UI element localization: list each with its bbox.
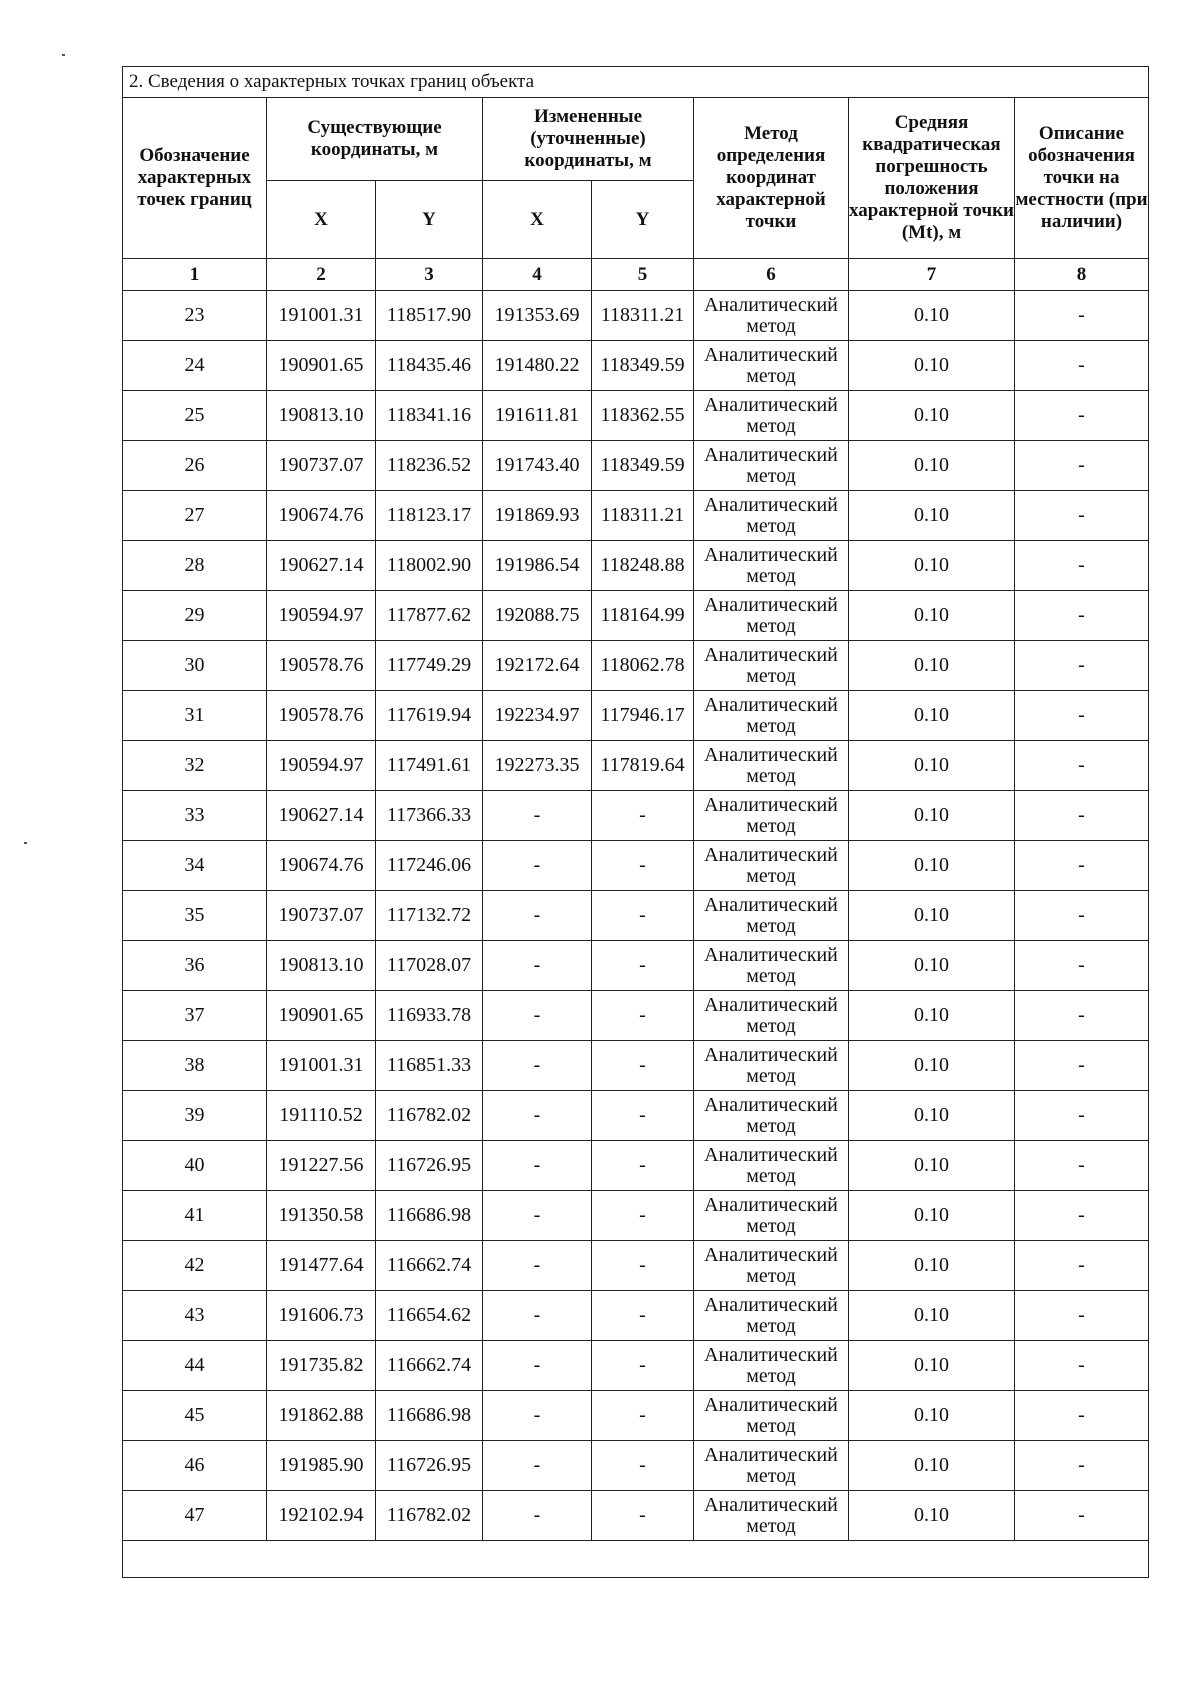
rms-error: 0.10 xyxy=(849,791,1015,841)
rms-error: 0.10 xyxy=(849,941,1015,991)
column-number: 8 xyxy=(1015,259,1149,291)
column-number: 7 xyxy=(849,259,1015,291)
rms-error: 0.10 xyxy=(849,1141,1015,1191)
changed-x: 191869.93 xyxy=(483,491,592,541)
table-row xyxy=(123,641,1149,691)
changed-x: - xyxy=(483,1291,592,1341)
existing-x: 190674.76 xyxy=(267,841,376,891)
changed-y: 118062.78 xyxy=(592,641,694,691)
table-row xyxy=(123,591,1149,641)
rms-error: 0.10 xyxy=(849,491,1015,541)
description: - xyxy=(1015,491,1149,541)
changed-x: - xyxy=(483,1091,592,1141)
point-id: 36 xyxy=(123,941,267,991)
changed-x: - xyxy=(483,1041,592,1091)
existing-x: 190737.07 xyxy=(267,441,376,491)
rms-error: 0.10 xyxy=(849,1391,1015,1441)
changed-y: - xyxy=(592,1191,694,1241)
table-row xyxy=(123,1191,1149,1241)
changed-x: - xyxy=(483,1391,592,1441)
rms-error: 0.10 xyxy=(849,1291,1015,1341)
method: Аналитический метод xyxy=(694,641,849,691)
description: - xyxy=(1015,1141,1149,1191)
changed-y: 118362.55 xyxy=(592,391,694,441)
point-id: 47 xyxy=(123,1491,267,1541)
rms-error: 0.10 xyxy=(849,391,1015,441)
rms-error: 0.10 xyxy=(849,641,1015,691)
changed-x: 191353.69 xyxy=(483,291,592,341)
changed-x: 192088.75 xyxy=(483,591,592,641)
changed-y: - xyxy=(592,1241,694,1291)
description: - xyxy=(1015,791,1149,841)
existing-x: 190578.76 xyxy=(267,641,376,691)
method: Аналитический метод xyxy=(694,1441,849,1491)
description: - xyxy=(1015,391,1149,441)
table-row xyxy=(123,741,1149,791)
existing-x: 190674.76 xyxy=(267,491,376,541)
existing-x: 190813.10 xyxy=(267,391,376,441)
point-id: 34 xyxy=(123,841,267,891)
table-row xyxy=(123,891,1149,941)
existing-x: 190627.14 xyxy=(267,791,376,841)
column-number-row xyxy=(123,259,1149,291)
changed-x: - xyxy=(483,941,592,991)
existing-y: 117877.62 xyxy=(376,591,483,641)
description: - xyxy=(1015,1341,1149,1391)
table-row xyxy=(123,291,1149,341)
existing-x: 191001.31 xyxy=(267,291,376,341)
point-id: 41 xyxy=(123,1191,267,1241)
existing-y: 117132.72 xyxy=(376,891,483,941)
existing-x: 191001.31 xyxy=(267,1041,376,1091)
header-changed-y: Y xyxy=(592,181,694,259)
method: Аналитический метод xyxy=(694,741,849,791)
existing-x: 191606.73 xyxy=(267,1291,376,1341)
method: Аналитический метод xyxy=(694,1491,849,1541)
scan-speck xyxy=(24,842,27,844)
rms-error: 0.10 xyxy=(849,1341,1015,1391)
method: Аналитический метод xyxy=(694,941,849,991)
changed-y: - xyxy=(592,891,694,941)
changed-x: - xyxy=(483,1141,592,1191)
description: - xyxy=(1015,1391,1149,1441)
changed-x: - xyxy=(483,1241,592,1291)
existing-x: 191985.90 xyxy=(267,1441,376,1491)
method: Аналитический метод xyxy=(694,1041,849,1091)
changed-y: - xyxy=(592,941,694,991)
table-row xyxy=(123,491,1149,541)
method: Аналитический метод xyxy=(694,1191,849,1241)
changed-y: 118349.59 xyxy=(592,441,694,491)
rms-error: 0.10 xyxy=(849,541,1015,591)
method: Аналитический метод xyxy=(694,891,849,941)
rms-error: 0.10 xyxy=(849,1491,1015,1541)
description: - xyxy=(1015,1041,1149,1091)
point-id: 24 xyxy=(123,341,267,391)
description: - xyxy=(1015,1291,1149,1341)
changed-x: 192172.64 xyxy=(483,641,592,691)
description: - xyxy=(1015,941,1149,991)
method: Аналитический метод xyxy=(694,591,849,641)
scan-speck xyxy=(62,54,65,56)
existing-x: 191477.64 xyxy=(267,1241,376,1291)
table-row xyxy=(123,391,1149,441)
rms-error: 0.10 xyxy=(849,991,1015,1041)
changed-x: 191611.81 xyxy=(483,391,592,441)
header-point-designation: Обозначение характерных точек границ xyxy=(123,98,267,259)
rms-error: 0.10 xyxy=(849,891,1015,941)
existing-y: 117491.61 xyxy=(376,741,483,791)
description: - xyxy=(1015,1491,1149,1541)
point-id: 37 xyxy=(123,991,267,1041)
existing-y: 118517.90 xyxy=(376,291,483,341)
empty-footer-cell xyxy=(123,1541,1149,1578)
header-method: Метод определения координат характерной точки xyxy=(694,98,849,259)
existing-y: 117366.33 xyxy=(376,791,483,841)
changed-y: 118311.21 xyxy=(592,291,694,341)
existing-x: 190594.97 xyxy=(267,591,376,641)
existing-x: 191110.52 xyxy=(267,1091,376,1141)
method: Аналитический метод xyxy=(694,341,849,391)
existing-y: 116686.98 xyxy=(376,1191,483,1241)
changed-y: 118164.99 xyxy=(592,591,694,641)
point-id: 28 xyxy=(123,541,267,591)
description: - xyxy=(1015,441,1149,491)
column-number: 4 xyxy=(483,259,592,291)
existing-x: 191862.88 xyxy=(267,1391,376,1441)
rms-error: 0.10 xyxy=(849,591,1015,641)
table-row xyxy=(123,1441,1149,1491)
table-row xyxy=(123,1241,1149,1291)
existing-y: 118341.16 xyxy=(376,391,483,441)
rms-error: 0.10 xyxy=(849,1241,1015,1291)
changed-y: 117946.17 xyxy=(592,691,694,741)
method: Аналитический метод xyxy=(694,391,849,441)
existing-y: 117619.94 xyxy=(376,691,483,741)
existing-x: 192102.94 xyxy=(267,1491,376,1541)
existing-y: 117246.06 xyxy=(376,841,483,891)
existing-x: 190627.14 xyxy=(267,541,376,591)
existing-y: 118002.90 xyxy=(376,541,483,591)
existing-y: 116851.33 xyxy=(376,1041,483,1091)
table-row xyxy=(123,441,1149,491)
rms-error: 0.10 xyxy=(849,841,1015,891)
changed-y: - xyxy=(592,1341,694,1391)
point-id: 26 xyxy=(123,441,267,491)
method: Аналитический метод xyxy=(694,1141,849,1191)
point-id: 44 xyxy=(123,1341,267,1391)
changed-x: - xyxy=(483,1341,592,1391)
changed-y: 118349.59 xyxy=(592,341,694,391)
boundary-points-table xyxy=(122,66,1149,1578)
point-id: 30 xyxy=(123,641,267,691)
rms-error: 0.10 xyxy=(849,291,1015,341)
point-id: 42 xyxy=(123,1241,267,1291)
changed-x: - xyxy=(483,991,592,1041)
point-id: 31 xyxy=(123,691,267,741)
method: Аналитический метод xyxy=(694,1291,849,1341)
changed-x: 192273.35 xyxy=(483,741,592,791)
existing-y: 116933.78 xyxy=(376,991,483,1041)
point-id: 39 xyxy=(123,1091,267,1141)
existing-x: 190813.10 xyxy=(267,941,376,991)
description: - xyxy=(1015,341,1149,391)
table-row xyxy=(123,791,1149,841)
table-row xyxy=(123,341,1149,391)
point-id: 38 xyxy=(123,1041,267,1091)
description: - xyxy=(1015,1191,1149,1241)
existing-y: 118123.17 xyxy=(376,491,483,541)
method: Аналитический метод xyxy=(694,441,849,491)
table-row xyxy=(123,1341,1149,1391)
table-row xyxy=(123,941,1149,991)
table-row xyxy=(123,1091,1149,1141)
changed-y: 118311.21 xyxy=(592,491,694,541)
existing-y: 116662.74 xyxy=(376,1341,483,1391)
changed-x: 192234.97 xyxy=(483,691,592,741)
method: Аналитический метод xyxy=(694,291,849,341)
point-id: 23 xyxy=(123,291,267,341)
point-id: 35 xyxy=(123,891,267,941)
point-id: 27 xyxy=(123,491,267,541)
rms-error: 0.10 xyxy=(849,1091,1015,1141)
description: - xyxy=(1015,291,1149,341)
description: - xyxy=(1015,641,1149,691)
existing-x: 191735.82 xyxy=(267,1341,376,1391)
point-id: 29 xyxy=(123,591,267,641)
changed-x: 191743.40 xyxy=(483,441,592,491)
changed-x: - xyxy=(483,1441,592,1491)
description: - xyxy=(1015,691,1149,741)
existing-x: 190594.97 xyxy=(267,741,376,791)
header-rms-error: Средняя квадратическая погрешность положения характерной точки (Mt), м xyxy=(849,98,1015,259)
header-changed-coords: Измененные (уточненные) координаты, м xyxy=(483,98,694,181)
method: Аналитический метод xyxy=(694,691,849,741)
existing-x: 190578.76 xyxy=(267,691,376,741)
description: - xyxy=(1015,1091,1149,1141)
existing-y: 117028.07 xyxy=(376,941,483,991)
method: Аналитический метод xyxy=(694,541,849,591)
changed-y: - xyxy=(592,1141,694,1191)
changed-y: - xyxy=(592,791,694,841)
rms-error: 0.10 xyxy=(849,1441,1015,1491)
changed-x: - xyxy=(483,1191,592,1241)
changed-x: - xyxy=(483,891,592,941)
rms-error: 0.10 xyxy=(849,1191,1015,1241)
rms-error: 0.10 xyxy=(849,341,1015,391)
existing-x: 190901.65 xyxy=(267,991,376,1041)
description: - xyxy=(1015,991,1149,1041)
header-changed-x: X xyxy=(483,181,592,259)
existing-y: 116686.98 xyxy=(376,1391,483,1441)
method: Аналитический метод xyxy=(694,791,849,841)
table-row xyxy=(123,691,1149,741)
changed-x: - xyxy=(483,791,592,841)
description: - xyxy=(1015,1241,1149,1291)
existing-x: 191227.56 xyxy=(267,1141,376,1191)
header-description: Описание обозначения точки на местности (при наличии) xyxy=(1015,98,1149,259)
method: Аналитический метод xyxy=(694,1341,849,1391)
point-id: 46 xyxy=(123,1441,267,1491)
table-row xyxy=(123,1141,1149,1191)
changed-y: 117819.64 xyxy=(592,741,694,791)
rms-error: 0.10 xyxy=(849,741,1015,791)
point-id: 45 xyxy=(123,1391,267,1441)
existing-y: 116726.95 xyxy=(376,1141,483,1191)
description: - xyxy=(1015,741,1149,791)
changed-x: 191986.54 xyxy=(483,541,592,591)
header-existing-coords: Существующие координаты, м xyxy=(267,98,483,181)
table-row xyxy=(123,841,1149,891)
method: Аналитический метод xyxy=(694,491,849,541)
point-id: 40 xyxy=(123,1141,267,1191)
existing-y: 117749.29 xyxy=(376,641,483,691)
changed-x: - xyxy=(483,1491,592,1541)
method: Аналитический метод xyxy=(694,1241,849,1291)
description: - xyxy=(1015,1441,1149,1491)
method: Аналитический метод xyxy=(694,1091,849,1141)
header-existing-x: X xyxy=(267,181,376,259)
existing-y: 118435.46 xyxy=(376,341,483,391)
column-number: 1 xyxy=(123,259,267,291)
existing-y: 118236.52 xyxy=(376,441,483,491)
changed-x: 191480.22 xyxy=(483,341,592,391)
table-row xyxy=(123,1041,1149,1091)
existing-y: 116662.74 xyxy=(376,1241,483,1291)
table-row xyxy=(123,1491,1149,1541)
existing-y: 116782.02 xyxy=(376,1491,483,1541)
description: - xyxy=(1015,541,1149,591)
table-row xyxy=(123,541,1149,591)
rms-error: 0.10 xyxy=(849,1041,1015,1091)
rms-error: 0.10 xyxy=(849,691,1015,741)
point-id: 32 xyxy=(123,741,267,791)
method: Аналитический метод xyxy=(694,991,849,1041)
method: Аналитический метод xyxy=(694,841,849,891)
changed-y: 118248.88 xyxy=(592,541,694,591)
changed-x: - xyxy=(483,841,592,891)
existing-y: 116782.02 xyxy=(376,1091,483,1141)
point-id: 33 xyxy=(123,791,267,841)
column-number: 6 xyxy=(694,259,849,291)
description: - xyxy=(1015,891,1149,941)
description: - xyxy=(1015,591,1149,641)
table-footer-row xyxy=(123,1541,1149,1578)
changed-y: - xyxy=(592,1291,694,1341)
table-row xyxy=(123,991,1149,1041)
column-number: 2 xyxy=(267,259,376,291)
changed-y: - xyxy=(592,1041,694,1091)
existing-y: 116654.62 xyxy=(376,1291,483,1341)
rms-error: 0.10 xyxy=(849,441,1015,491)
changed-y: - xyxy=(592,991,694,1041)
table-row xyxy=(123,1291,1149,1341)
header-existing-y: Y xyxy=(376,181,483,259)
changed-y: - xyxy=(592,841,694,891)
existing-y: 116726.95 xyxy=(376,1441,483,1491)
changed-y: - xyxy=(592,1441,694,1491)
column-number: 5 xyxy=(592,259,694,291)
point-id: 25 xyxy=(123,391,267,441)
column-number: 3 xyxy=(376,259,483,291)
changed-y: - xyxy=(592,1391,694,1441)
changed-y: - xyxy=(592,1091,694,1141)
existing-x: 190901.65 xyxy=(267,341,376,391)
table-row xyxy=(123,1391,1149,1441)
method: Аналитический метод xyxy=(694,1391,849,1441)
changed-y: - xyxy=(592,1491,694,1541)
description: - xyxy=(1015,841,1149,891)
existing-x: 190737.07 xyxy=(267,891,376,941)
section-title: 2. Сведения о характерных точках границ объекта xyxy=(123,67,1149,98)
point-id: 43 xyxy=(123,1291,267,1341)
existing-x: 191350.58 xyxy=(267,1191,376,1241)
